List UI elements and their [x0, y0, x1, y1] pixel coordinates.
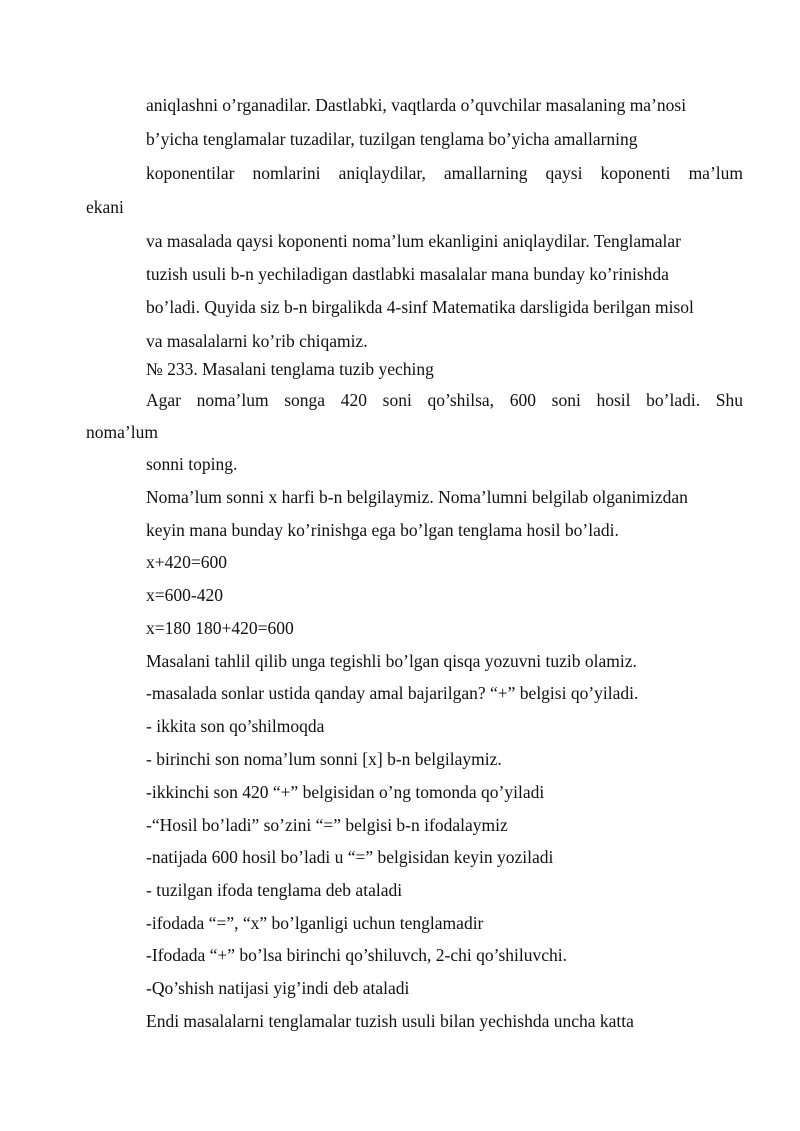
text-line: bo’ladi. Quyida siz b-n birgalikda 4-sinf Matematika darsligida berilgan misol: [146, 297, 694, 317]
list-item: -ikkinchi son 420 “+” belgisidan o’ng tomonda qo’yiladi: [146, 782, 545, 802]
text-line: Endi masalalarni tenglamalar tuzish usuli bilan yechishda uncha katta: [146, 1011, 634, 1031]
text-line: va masalalarni ko’rib chiqamiz.: [146, 331, 368, 351]
text-line: aniqlashni o’rganadilar. Dastlabki, vaqtlarda o’quvchilar masalaning ma’nosi: [146, 95, 687, 115]
list-item: -Qo’shish natijasi yig’indi deb ataladi: [146, 978, 410, 998]
text-line: Noma’lum sonni x harfi b-n belgilaymiz. Noma’lumni belgilab olganimizdan: [146, 487, 688, 507]
text-line: № 233. Masalani tenglama tuzib yeching: [146, 359, 434, 379]
text-line: tuzish usuli b-n yechiladigan dastlabki masalalar mana bunday ko’rinishda: [146, 264, 669, 284]
equation-line: x+420=600: [146, 552, 227, 572]
text-line: Masalani tahlil qilib unga tegishli bo’lgan qisqa yozuvni tuzib olamiz.: [146, 651, 637, 671]
text-line: Agar noma’lum songa 420 soni qo’shilsa, 600 soni hosil bo’ladi. Shu: [146, 390, 743, 410]
text-line: keyin mana bunday ko’rinishga ega bo’lgan tenglama hosil bo’ladi.: [146, 520, 619, 540]
text-line: ekani: [86, 197, 124, 217]
list-item: - ikkita son qo’shilmoqda: [146, 716, 325, 736]
text-line: va masalada qaysi koponenti noma’lum ekanligini aniqlaydilar. Tenglamalar: [146, 231, 681, 251]
list-item: -Ifodada “+” bo’lsa birinchi qo’shiluvch, 2-chi qo’shiluvchi.: [146, 945, 568, 965]
list-item: - tuzilgan ifoda tenglama deb ataladi: [146, 880, 403, 900]
list-item: - birinchi son noma’lum sonni [x] b-n belgilaymiz.: [146, 749, 502, 769]
list-item: -“Hosil bo’ladi” so’zini “=” belgisi b-n ifodalaymiz: [146, 815, 508, 835]
equation-line: x=180 180+420=600: [146, 618, 294, 638]
list-item: -ifodada “=”, “x” bo’lganligi uchun tenglamadir: [146, 913, 484, 933]
list-item: -natijada 600 hosil bo’ladi u “=” belgisidan keyin yoziladi: [146, 847, 554, 867]
text-line: koponentilar nomlarini aniqlaydilar, amallarning qaysi koponenti ma’lum: [146, 163, 743, 183]
text-line: noma’lum: [86, 422, 158, 442]
equation-line: x=600-420: [146, 585, 223, 605]
list-item: -masalada sonlar ustida qanday amal bajarilgan? “+” belgisi qo’yiladi.: [146, 683, 639, 703]
text-line: sonni toping.: [146, 454, 238, 474]
text-line: b’yicha tenglamalar tuzadilar, tuzilgan tenglama bo’yicha amallarning: [146, 129, 638, 149]
